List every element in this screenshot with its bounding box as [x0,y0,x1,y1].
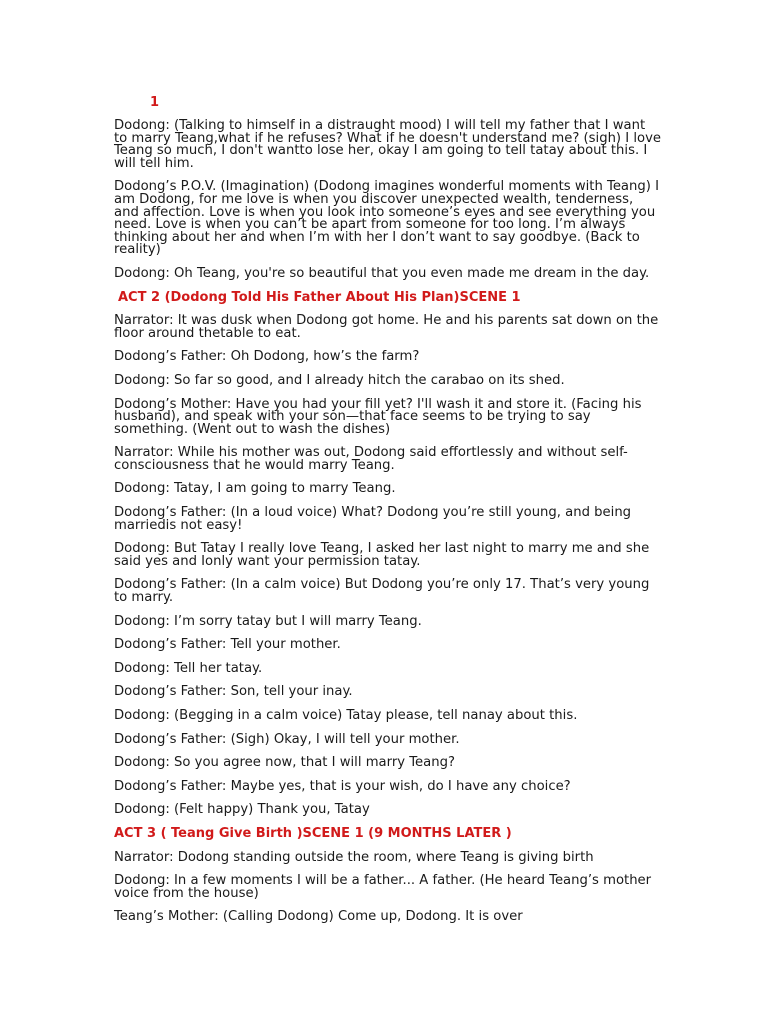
page-number: 1 [150,95,160,110]
paragraph: Dodong: (Felt happy) Thank you, Tatay [114,802,370,818]
paragraph: Dodong: Tatay, I am going to marry Teang. [114,481,396,497]
paragraph: Dodong’s Father: (In a calm voice) But Dodong you’re only 17. That’s very young to marry. [114,577,650,606]
paragraph: Dodong’s Father: Maybe yes, that is your wish, do I have any choice? [114,778,571,794]
paragraph: Dodong: Tell her tatay. [114,660,263,676]
paragraph: Dodong’s Father: (In a loud voice) What? Dodong you’re still young, and being marriedis not easy! [114,505,632,533]
paragraph: Dodong’s Father: (Sigh) Okay, I will tell your mother. [114,731,460,747]
paragraph: Dodong: (Talking to himself in a distraught mood) I will tell my father that I want to marry Teang,what if he refuses? What if he doesn't understand me? (sigh) I love Teang so much, I don't wantto lose her, okay I am going to tell tatay about this. I will tell him. [114,118,662,171]
paragraph: Dodong: (Begging in a calm voice) Tatay please, tell nanay about this. [114,708,578,723]
paragraph: Dodong: So you agree now, that I will marry Teang? [114,755,455,771]
act-heading: ACT 2 (Dodong Told His Father About His Plan)SCENE 1 [118,289,521,305]
script-content [114,120,662,935]
paragraph: Dodong’s Father: Tell your mother. [114,637,341,653]
paragraph: Dodong’s Father: Son, tell your inay. [114,684,353,700]
paragraph: Narrator: It was dusk when Dodong got home. He and his parents sat down on the floor around thetable to eat. [114,313,659,341]
paragraph: Narrator: While his mother was out, Dodong said effortlessly and without self-consciousness that he would marry Teang. [114,445,628,473]
paragraph: Dodong’s Father: Oh Dodong, how’s the farm? [114,349,420,365]
paragraph: Dodong: In a few moments I will be a father... A father. (He heard Teang’s mother voice from the house) [114,873,652,901]
paragraph: Dodong: But Tatay I really love Teang, I asked her last night to marry me and she said yes and Ionly want your permission tatay. [114,541,650,569]
paragraph: Dodong: I’m sorry tatay but I will marry Teang. [114,613,422,629]
act-heading: ACT 3 ( Teang Give Birth )SCENE 1 (9 MONTHS LATER ) [114,825,512,841]
paragraph: Dodong: So far so good, and I already hitch the carabao on its shed. [114,372,565,388]
paragraph: Teang’s Mother: (Calling Dodong) Come up, Dodong. It is over [114,909,523,925]
paragraph: Narrator: Dodong standing outside the room, where Teang is giving birth [114,849,594,865]
paragraph: Dodong’s Mother: Have you had your fill yet? I'll wash it and store it. (Facing his husband), and speak with your son—that face seems to be trying to say something. (Went out to wash the dishes) [114,396,642,437]
paragraph: Dodong’s P.O.V. (Imagination) (Dodong imagines wonderful moments with Teang) I am Dodong, for me love is when you discover unexpected wealth, tenderness, and affection. Love is when you look into someone’s eyes and see everything you need. Love is when you can’t be apart from someone for too long. I’m always thinking about her and when I’m with her I don’t want to say goodbye. (Back to reality) [114,179,659,258]
paragraph: Dodong: Oh Teang, you're so beautiful that you even made me dream in the day. [114,265,650,281]
